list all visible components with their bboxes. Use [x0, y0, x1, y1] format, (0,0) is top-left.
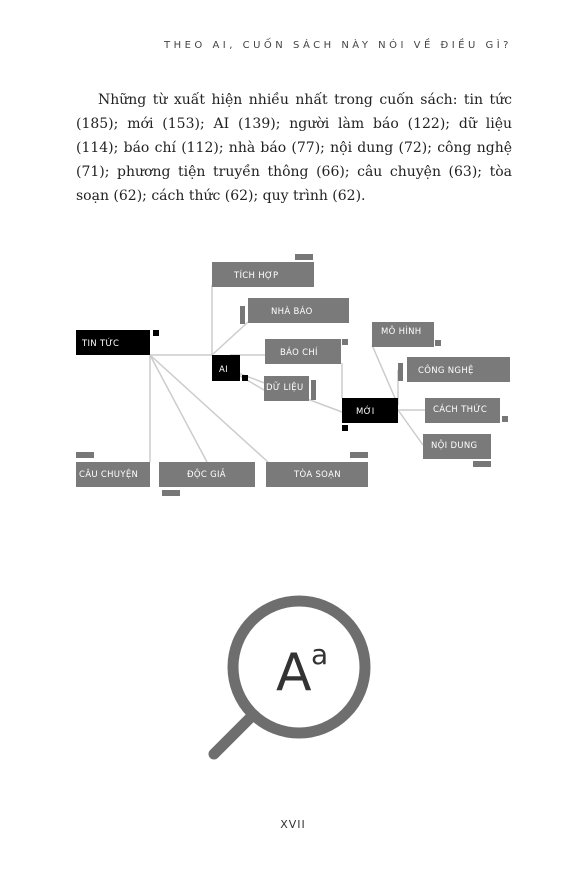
node-noi-dung-label: NỘI DUNG: [431, 441, 478, 451]
magnifier-letter-upper: A: [276, 643, 312, 703]
node-tin-tuc-label: TIN TỨC: [82, 339, 120, 349]
node-nha-bao-label: NHÀ BÁO: [271, 307, 313, 317]
node-mo-hinh-label: MÔ HÌNH: [381, 327, 422, 337]
node-bao-chi-label: BÁO CHÍ: [280, 348, 318, 358]
node-cau-chuyen-label: CÂU CHUYỆN: [79, 470, 139, 480]
magnifier-handle: [214, 718, 250, 754]
node-du-lieu-label: DỮ LIỆU: [266, 383, 304, 393]
node-cach-thuc-label: CÁCH THỨC: [433, 405, 488, 415]
body-paragraph: Những từ xuất hiện nhiều nhất trong cuốn sách: tin tức (185); mới (153); AI (139); người làm báo (122); dữ liệu (114); báo chí (112); nhà báo (77); nội dung (72); công nghệ (71); phương tiện truyền thông (66); câu chuyện (63); tòa soạn (62); cách thức (62); quy trình (62).: [76, 92, 512, 204]
magnifier-letter-lower: a: [311, 638, 329, 671]
node-toa-soan-label: TÒA SOẠN: [294, 470, 341, 480]
node-moi-label: MỚI: [356, 407, 375, 417]
node-cong-nghe-label: CÔNG NGHỆ: [418, 366, 474, 376]
running-head: THEO AI, CUỐN SÁCH NÀY NÓI VỀ ĐIỀU GÌ?: [163, 40, 512, 51]
node-tich-hop-label: TÍCH HỢP: [234, 271, 279, 281]
page-number: XVII: [280, 818, 306, 831]
node-ai-label: AI: [219, 365, 228, 375]
node-doc-gia-label: ĐỘC GIẢ: [187, 470, 226, 480]
